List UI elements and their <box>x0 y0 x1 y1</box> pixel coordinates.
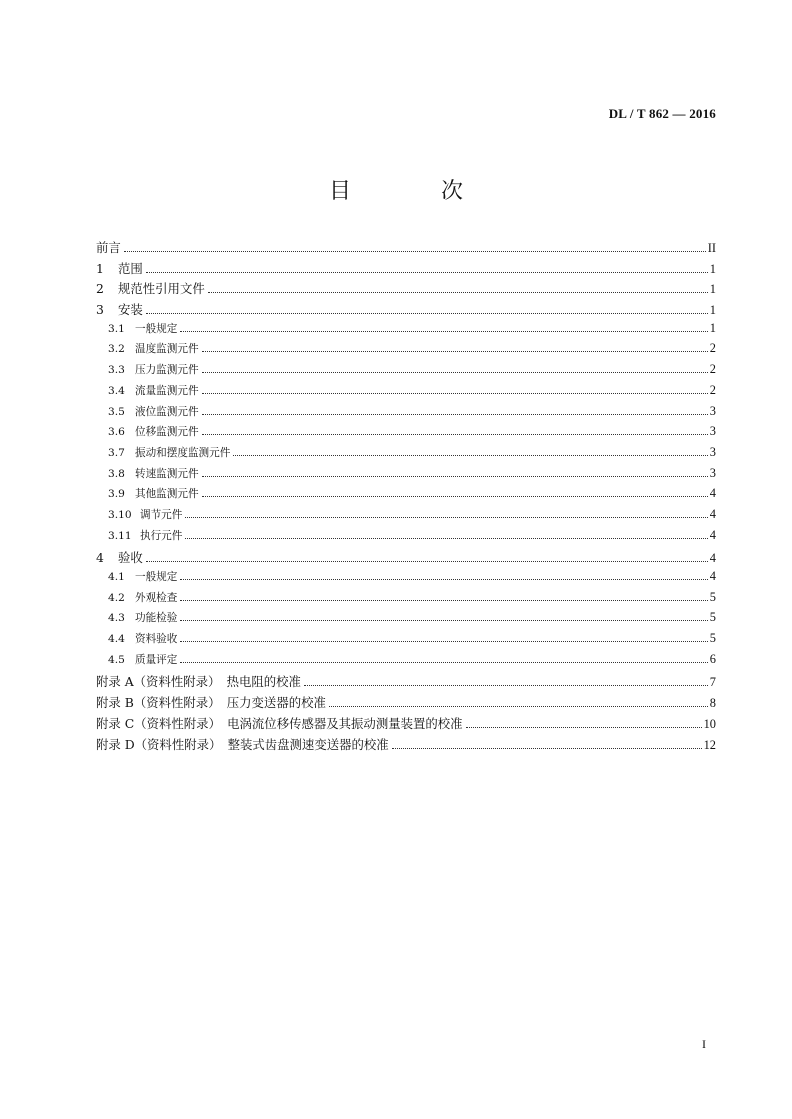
toc-entry[interactable] <box>96 300 716 321</box>
toc-entry[interactable] <box>96 383 716 404</box>
page-title: 目 次 <box>328 179 497 204</box>
toc-entry-label: 安装 <box>118 302 143 318</box>
toc-entry-number: 4.5 <box>108 653 125 666</box>
toc-entry-label: 范围 <box>118 260 143 276</box>
toc-entry-page: 5 <box>709 589 716 604</box>
toc-entry[interactable] <box>96 362 716 383</box>
toc-entry-number: 3.7 <box>108 446 125 459</box>
toc-entry-number: 4.4 <box>108 633 125 646</box>
toc-entry-page: 2 <box>709 362 716 377</box>
toc-entry-label: 功能检验 <box>135 612 178 625</box>
toc-entry[interactable] <box>96 259 716 280</box>
dot-leader <box>466 727 702 728</box>
toc-entry-page: 10 <box>703 716 716 731</box>
toc-entry-label: 液位监测元件 <box>135 405 199 418</box>
toc-entry[interactable] <box>96 672 716 693</box>
toc-entry[interactable] <box>96 714 716 735</box>
toc-entry-page: 4 <box>709 527 716 542</box>
toc-entry-label: 验收 <box>118 550 143 566</box>
toc-entry-number: 3.1 <box>108 322 125 335</box>
toc-entry-page: 7 <box>709 675 716 690</box>
toc-entry[interactable] <box>96 610 716 631</box>
toc-entry[interactable] <box>96 445 716 466</box>
toc-entry-page: 4 <box>709 506 716 521</box>
toc-entry-number: 3.4 <box>108 384 125 397</box>
toc-entry-number: 3.8 <box>108 467 125 480</box>
dot-leader <box>180 600 707 601</box>
page-number: I <box>702 1037 706 1051</box>
toc-entry[interactable] <box>96 735 716 756</box>
toc-entry-label: 转速监测元件 <box>135 467 199 480</box>
table-of-contents <box>96 238 716 755</box>
toc-entry-page: 1 <box>709 282 716 297</box>
toc-entry-page: 3 <box>709 424 716 439</box>
toc-entry[interactable] <box>96 279 716 300</box>
toc-entry-number: 3.11 <box>108 529 132 542</box>
toc-entry-number: 3 <box>96 302 104 318</box>
toc-entry-page: 4 <box>709 551 716 566</box>
toc-entry[interactable] <box>96 569 716 590</box>
toc-entry-label: 一般规定 <box>135 571 178 583</box>
toc-entry-label: 执行元件 <box>140 529 183 542</box>
toc-entry-label: 调节元件 <box>140 508 183 521</box>
toc-entry-label: 附录 B（资料性附录） 压力变送器的校准 <box>96 695 326 711</box>
toc-entry[interactable] <box>96 466 716 487</box>
toc-entry-number: 3.9 <box>108 488 125 501</box>
toc-entry-label: 一般规定 <box>135 322 178 335</box>
toc-entry[interactable] <box>96 507 716 528</box>
toc-entry-page: 6 <box>709 651 716 666</box>
toc-entry-number: 3.5 <box>108 405 125 418</box>
dot-leader <box>180 620 707 621</box>
toc-entry[interactable] <box>96 486 716 507</box>
toc-entry[interactable] <box>96 404 716 425</box>
toc-entry-page: 5 <box>709 610 716 625</box>
toc-entry[interactable] <box>96 652 716 673</box>
dot-leader <box>208 292 708 293</box>
dot-leader <box>185 517 707 518</box>
toc-entry-page: 1 <box>709 303 716 318</box>
dot-leader <box>202 476 708 477</box>
toc-entry-number: 3.10 <box>108 508 132 521</box>
toc-entry-number: 4.3 <box>108 612 125 625</box>
toc-entry-label: 规范性引用文件 <box>118 281 205 297</box>
toc-entry[interactable] <box>96 341 716 362</box>
toc-entry-number: 1 <box>96 260 104 276</box>
toc-entry-page: 2 <box>709 382 716 397</box>
toc-entry[interactable] <box>96 424 716 445</box>
dot-leader <box>304 685 708 686</box>
toc-entry[interactable] <box>96 590 716 611</box>
toc-entry-label: 流量监测元件 <box>135 384 199 397</box>
toc-entry-label: 振动和摆度监测元件 <box>135 446 231 459</box>
toc-entry-label: 附录 C（资料性附录） 电涡流位移传感器及其振动测量装置的校准 <box>96 715 463 731</box>
toc-entry-number: 3.2 <box>108 343 125 356</box>
toc-entry[interactable] <box>96 631 716 652</box>
toc-entry-number: 3.6 <box>108 426 125 439</box>
toc-entry-page: 3 <box>709 403 716 418</box>
dot-leader <box>202 351 708 352</box>
dot-leader <box>392 748 702 749</box>
toc-entry[interactable] <box>96 321 716 342</box>
toc-entry-page: 3 <box>709 444 716 459</box>
toc-entry-number: 4.1 <box>108 571 125 583</box>
toc-entry-label: 前言 <box>96 240 121 255</box>
toc-entry-label: 资料验收 <box>135 633 178 646</box>
dot-leader <box>202 434 708 435</box>
toc-entry-label: 附录 A（资料性附录） 热电阻的校准 <box>96 674 301 690</box>
dot-leader <box>202 414 708 415</box>
dot-leader <box>146 313 708 314</box>
toc-entry-page: 12 <box>703 737 716 752</box>
toc-entry-page: 4 <box>709 569 716 583</box>
toc-entry-label: 其他监测元件 <box>135 488 199 501</box>
toc-entry-page: 4 <box>709 486 716 501</box>
toc-entry[interactable] <box>96 548 716 569</box>
dot-leader <box>180 331 707 332</box>
dot-leader <box>202 372 708 373</box>
toc-entry[interactable] <box>96 238 716 259</box>
toc-entry-label: 质量评定 <box>135 653 178 666</box>
toc-entry-page: 1 <box>709 320 716 335</box>
dot-leader <box>146 272 708 273</box>
toc-entry-page: 1 <box>709 261 716 276</box>
toc-entry-number: 4 <box>96 550 104 566</box>
dot-leader <box>233 455 707 456</box>
toc-entry-number: 2 <box>96 281 104 297</box>
dot-leader <box>180 662 707 663</box>
toc-entry-label: 外观检查 <box>135 591 178 604</box>
document-number: DL / T 862 — 2016 <box>608 106 716 121</box>
toc-entry-page: 2 <box>709 341 716 356</box>
toc-entry-label: 附录 D（资料性附录） 整装式齿盘测速变送器的校准 <box>96 736 389 752</box>
dot-leader <box>180 579 707 580</box>
dot-leader <box>185 538 707 539</box>
dot-leader <box>146 561 708 562</box>
dot-leader <box>202 393 708 394</box>
toc-entry-page: 5 <box>709 631 716 646</box>
toc-entry-page: 3 <box>709 465 716 480</box>
toc-entry-page: 8 <box>709 696 716 711</box>
toc-entry-label: 位移监测元件 <box>135 426 199 439</box>
dot-leader <box>329 706 708 707</box>
toc-entry-label: 压力监测元件 <box>135 364 199 377</box>
toc-entry-number: 3.3 <box>108 364 125 377</box>
toc-entry[interactable] <box>96 528 716 549</box>
dot-leader <box>202 496 708 497</box>
toc-entry-label: 温度监测元件 <box>135 343 199 356</box>
toc-entry-number: 4.2 <box>108 591 125 604</box>
dot-leader <box>180 641 707 642</box>
toc-entry[interactable] <box>96 693 716 714</box>
toc-entry-page: II <box>707 241 716 255</box>
dot-leader <box>124 251 706 252</box>
